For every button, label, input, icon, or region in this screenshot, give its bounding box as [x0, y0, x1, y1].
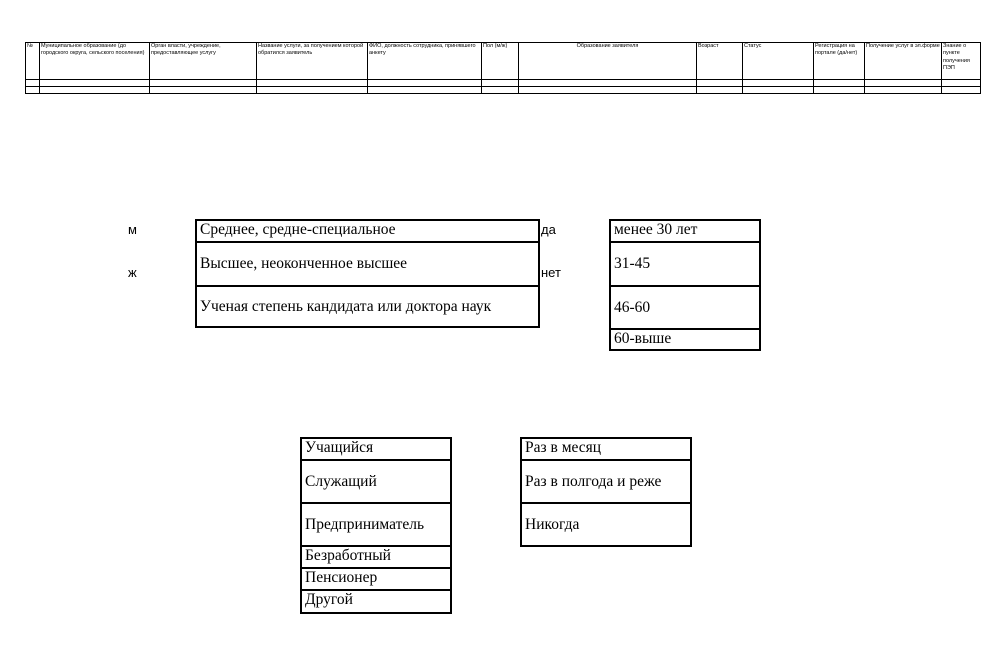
education-option[interactable]: Высшее, неоконченное высшее [197, 243, 538, 287]
col-municipality: Муниципальное образование (до городского округа, сельского поселения) [40, 43, 150, 80]
table-header-row [26, 43, 981, 80]
age-option[interactable]: менее 30 лет [611, 221, 759, 243]
gender-female-label: ж [128, 265, 137, 280]
table-cell[interactable] [482, 80, 519, 87]
frequency-option[interactable]: Никогда [525, 515, 580, 533]
col-pep-knowledge: Знание о пункте получения ПЭП [942, 43, 981, 80]
table-cell[interactable] [40, 80, 150, 87]
status-option[interactable]: Другой [305, 591, 353, 608]
table-cell[interactable] [814, 80, 865, 87]
age-option[interactable]: 46-60 [611, 287, 759, 330]
col-e-services: Получение услуг в эл.форме [865, 43, 942, 80]
table-cell[interactable] [482, 87, 519, 94]
age-option[interactable]: 31-45 [611, 243, 759, 287]
table-row [26, 87, 981, 94]
table-cell[interactable] [743, 87, 814, 94]
no-label: нет [541, 265, 561, 280]
table-cell[interactable] [150, 80, 257, 87]
table-cell[interactable] [519, 80, 697, 87]
col-service-name: Название услуги, за получением которой обратился заявитель [257, 43, 368, 80]
table-cell[interactable] [865, 87, 942, 94]
table-cell[interactable] [257, 80, 368, 87]
status-options [300, 437, 452, 614]
education-option[interactable]: Ученая степень кандидата или доктора наук [200, 297, 492, 315]
frequency-option[interactable]: Раз в месяц [522, 439, 690, 461]
table-cell[interactable] [26, 87, 40, 94]
table-cell[interactable] [743, 80, 814, 87]
col-number: № [26, 43, 40, 80]
status-option[interactable]: Учащийся [302, 439, 450, 461]
col-education: Образование заявителя [519, 43, 697, 80]
table-cell[interactable] [865, 80, 942, 87]
table-cell[interactable] [150, 87, 257, 94]
col-employee: ФИО, должность сотрудника, принявшего анкету [368, 43, 482, 80]
status-option[interactable]: Пенсионер [302, 569, 450, 591]
table-cell[interactable] [519, 87, 697, 94]
col-status: Статус [743, 43, 814, 80]
education-options [195, 219, 540, 328]
table-row [26, 80, 981, 87]
frequency-option[interactable]: Раз в полгода и реже [522, 461, 690, 504]
table-cell[interactable] [697, 87, 743, 94]
table-cell[interactable] [368, 80, 482, 87]
survey-header-table [25, 42, 981, 94]
gender-male-label: м [128, 222, 137, 237]
table-cell[interactable] [697, 80, 743, 87]
table-cell[interactable] [942, 80, 981, 87]
status-option[interactable]: Безработный [302, 547, 450, 569]
status-option[interactable]: Служащий [302, 461, 450, 504]
table-cell[interactable] [40, 87, 150, 94]
frequency-options [520, 437, 692, 547]
col-authority: Орган власти, учреждение, предоставляющее услугу [150, 43, 257, 80]
yes-label: да [541, 222, 556, 237]
col-age: Возраст [697, 43, 743, 80]
age-option[interactable]: 60-выше [614, 330, 672, 347]
table-cell[interactable] [257, 87, 368, 94]
table-cell[interactable] [942, 87, 981, 94]
col-portal-registration: Регистрация на портале (да/нет) [814, 43, 865, 80]
table-cell[interactable] [814, 87, 865, 94]
table-cell[interactable] [368, 87, 482, 94]
education-option[interactable]: Среднее, средне-специальное [197, 221, 538, 243]
age-options [609, 219, 761, 351]
status-option[interactable]: Предприниматель [302, 504, 450, 547]
col-gender: Пол (м/ж) [482, 43, 519, 80]
table-cell[interactable] [26, 80, 40, 87]
